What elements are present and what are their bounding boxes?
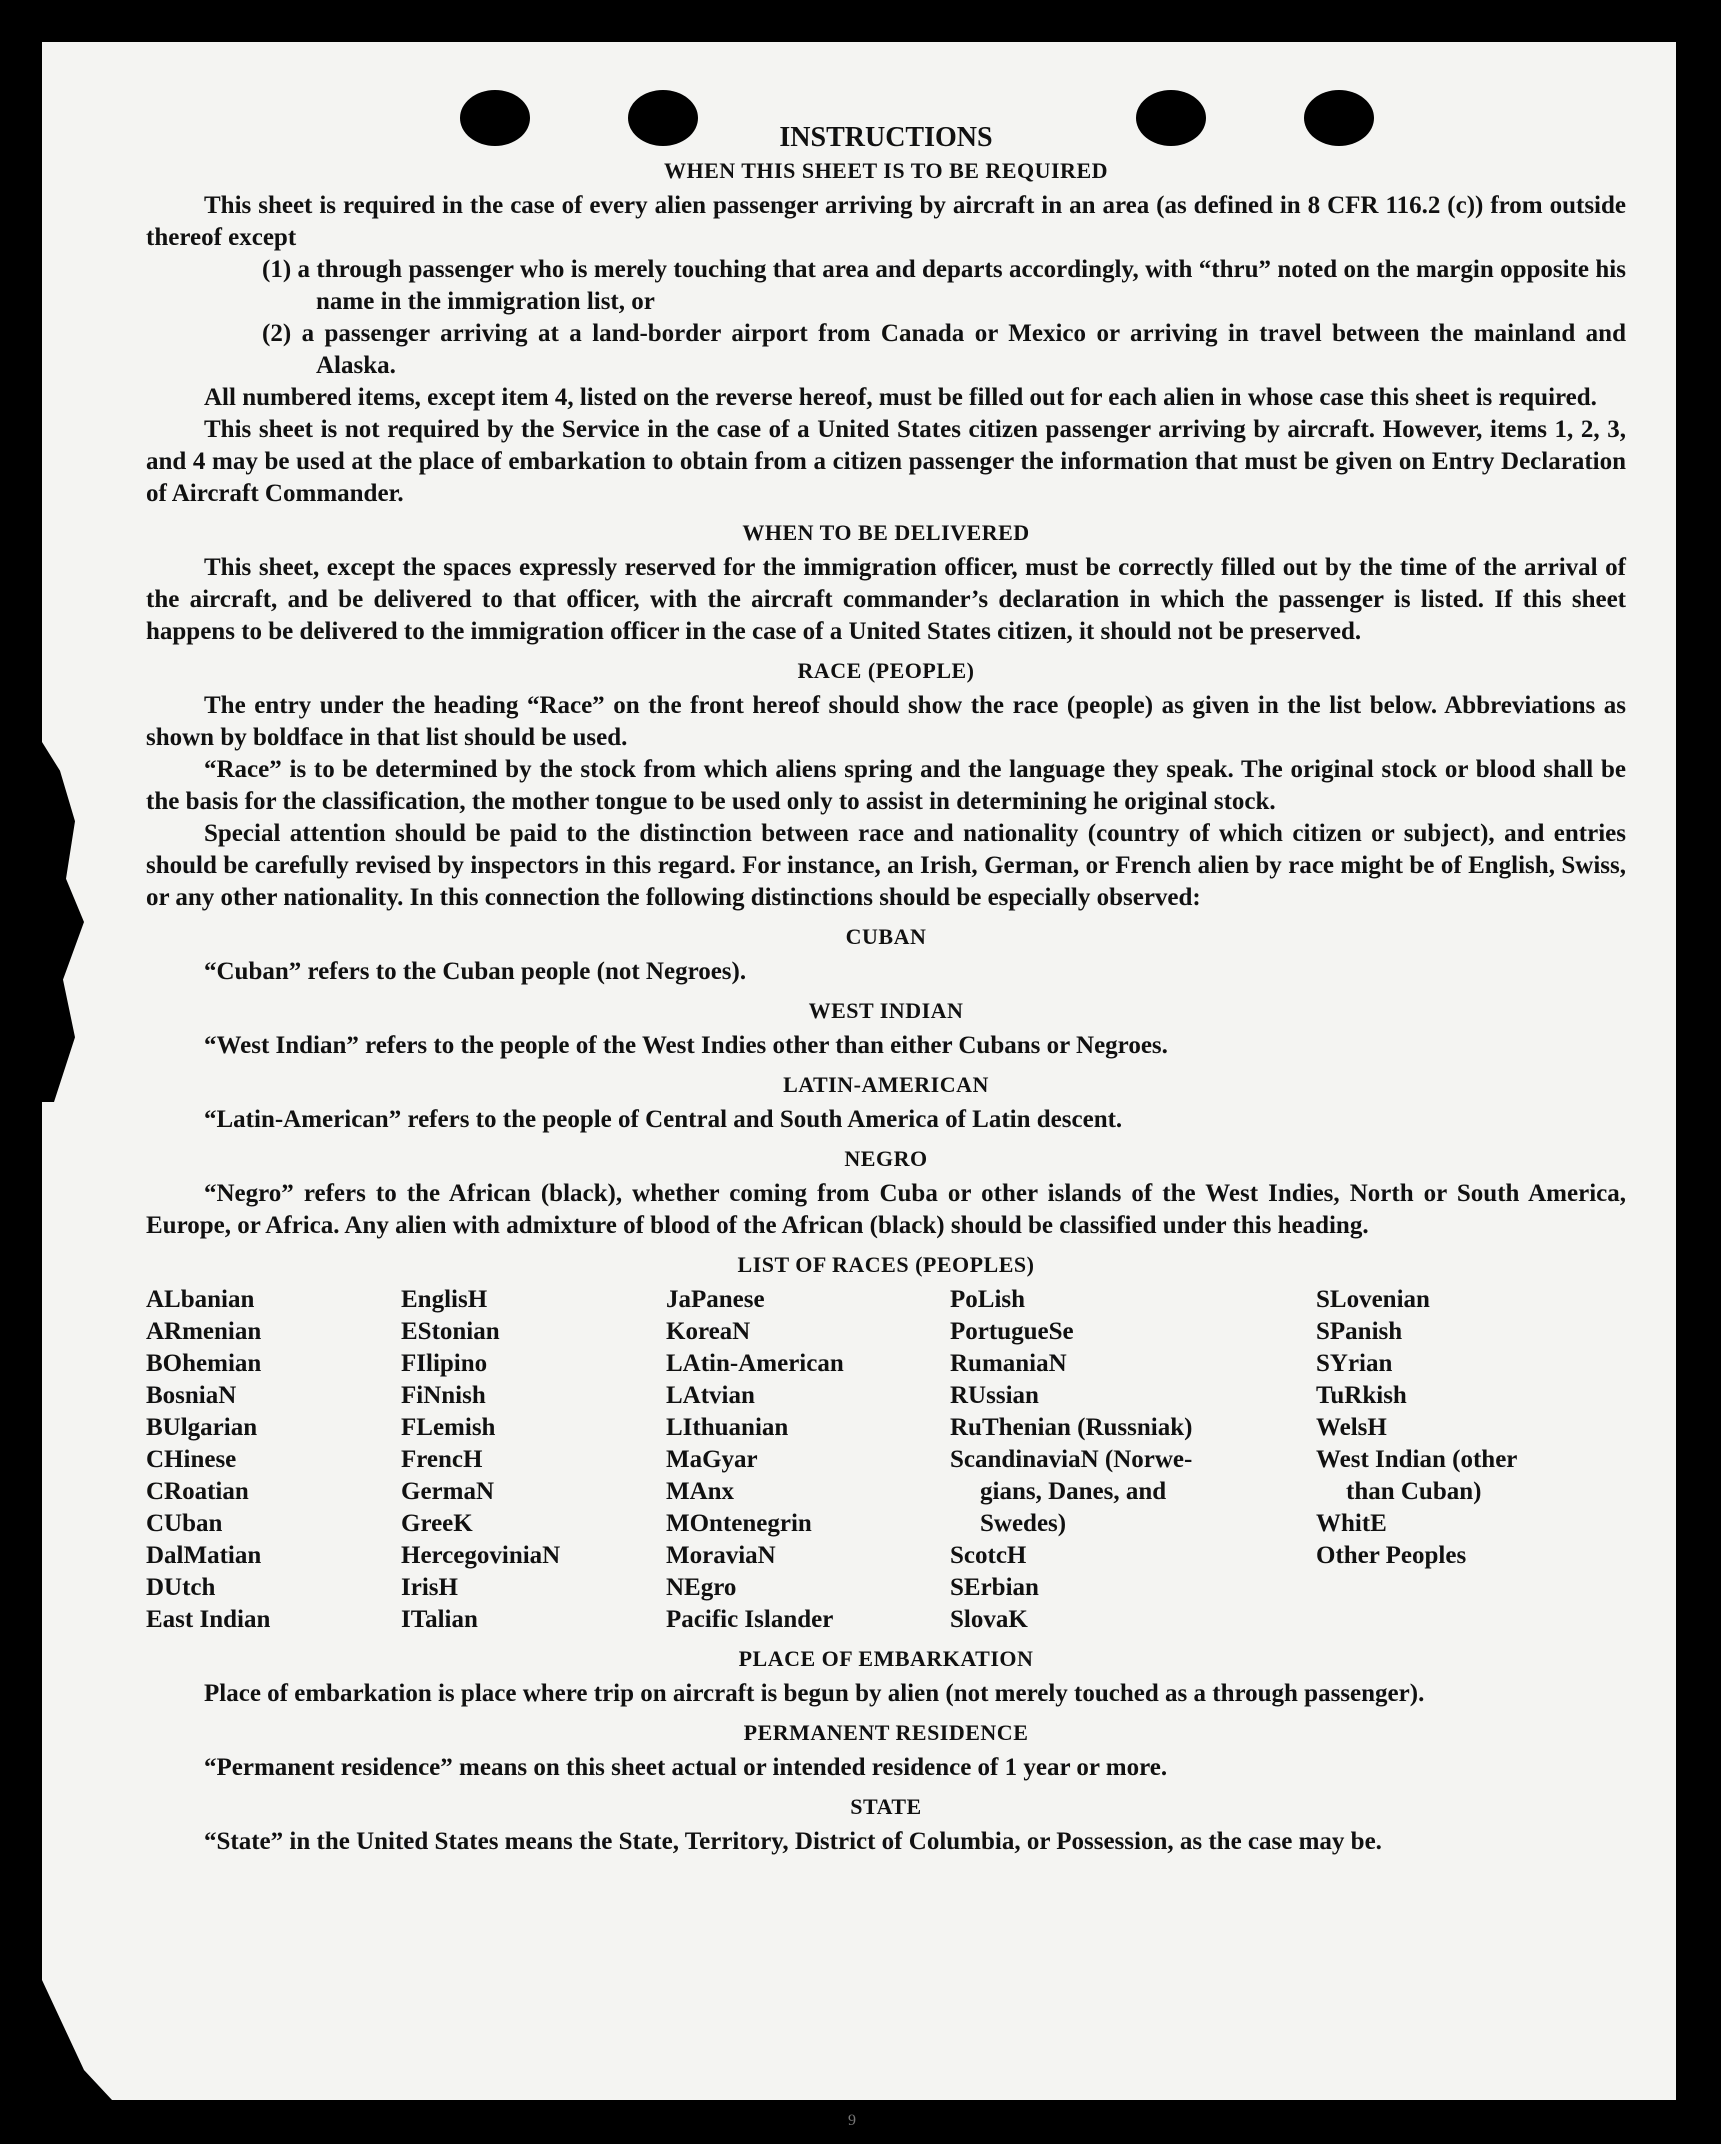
heading-race: RACE (PEOPLE) <box>797 658 975 683</box>
torn-corner <box>42 1980 112 2100</box>
paragraph: This sheet is required in the case of every alien passenger arriving by aircraft in an area (as defined in 8 CFR 116.2 (c)) from outside thereof except <box>146 192 1626 251</box>
race-entry: Pacific Islander <box>666 1606 834 1633</box>
race-entry: GreeK <box>401 1510 473 1537</box>
race-entry: NEgro <box>666 1574 737 1601</box>
heading-west-indian: WEST INDIAN <box>808 998 964 1023</box>
page-title: INSTRUCTIONS <box>779 122 993 153</box>
paragraph: Special attention should be paid to the distinction between race and nationality (country of which citizen or subject), and entries should be carefully revised by inspectors in this regard. For instance, an Irish, German, or French alien by race might be of English, Swiss, or any other nationality. In this connection the following distinctions should be especially observed: <box>146 820 1626 911</box>
paragraph: “West Indian” refers to the people of the West Indies other than either Cubans or Negroes. <box>204 1032 1168 1059</box>
race-entry: PoLish <box>950 1286 1026 1313</box>
heading-latin-american: LATIN-AMERICAN <box>783 1072 989 1097</box>
race-entry: MaGyar <box>666 1446 758 1473</box>
heading-permanent-residence: PERMANENT RESIDENCE <box>743 1720 1029 1745</box>
race-entry: MoraviaN <box>666 1542 776 1569</box>
races-column <box>401 1284 666 1636</box>
race-entry: HercegoviniaN <box>401 1542 561 1569</box>
heading-cuban: CUBAN <box>845 924 927 949</box>
race-entry: ScandinaviaN (Norwe- <box>950 1446 1193 1473</box>
paragraph: This sheet, except the spaces expressly reserved for the immigration officer, must be correctly filled out by the time of the arrival of the aircraft, and be delivered to that officer, with the aircraft commander’s declaration in which the passenger is listed. If this sheet happens to be delivered to the immigration officer in the case of a United States citizen, it should not be preserved. <box>146 554 1626 645</box>
document-page <box>42 42 1676 2100</box>
race-entry: SErbian <box>950 1574 1039 1601</box>
race-entry: LIthuanian <box>666 1414 789 1441</box>
race-entry: CHinese <box>146 1446 237 1473</box>
race-entry: SLovenian <box>1316 1286 1430 1313</box>
page-mark: 9 <box>848 2112 856 2129</box>
race-entry: West Indian (other <box>1316 1446 1518 1473</box>
paragraph: Place of embarkation is place where trip on aircraft is begun by alien (not merely touched as a through passenger). <box>204 1680 1425 1707</box>
race-entry: FLemish <box>401 1414 496 1441</box>
race-entry: gians, Danes, and <box>980 1478 1167 1505</box>
race-entry: LAtin-American <box>666 1350 844 1377</box>
race-entry: MOntenegrin <box>666 1510 812 1537</box>
heading-delivered: WHEN TO BE DELIVERED <box>742 520 1030 545</box>
race-entry: IrisH <box>401 1574 458 1601</box>
races-column <box>1316 1284 1606 1636</box>
paragraph: “Latin-American” refers to the people of Central and South America of Latin descent. <box>204 1106 1123 1133</box>
paragraph: This sheet is not required by the Service in the case of a United States citizen passenger arriving by aircraft. However, items 1, 2, 3, and 4 may be used at the place of embarkation to obtain from a citizen passenger the information that must be given on Entry Declaration of Aircraft Commander. <box>146 416 1626 507</box>
race-entry: Swedes) <box>980 1510 1067 1537</box>
race-entry: FiNnish <box>401 1382 486 1409</box>
race-entry: BosniaN <box>146 1382 237 1409</box>
race-entry: FrencH <box>401 1446 483 1473</box>
list-item: (1) a through passenger who is merely touching that area and departs accordingly, with “thru” noted on the margin opposite his name in the immigration list, or <box>262 256 1626 315</box>
race-entry: ALbanian <box>146 1286 255 1313</box>
race-entry: BOhemian <box>146 1350 262 1377</box>
paragraph: All numbered items, except item 4, listed on the reverse hereof, must be filled out for each alien in whose case this sheet is required. <box>204 384 1597 411</box>
race-entry: WelsH <box>1316 1414 1387 1441</box>
race-entry: Other Peoples <box>1316 1542 1467 1569</box>
heading-list-of-races: LIST OF RACES (PEOPLES) <box>737 1252 1035 1277</box>
heading-embarkation: PLACE OF EMBARKATION <box>738 1646 1034 1671</box>
races-column <box>146 1284 401 1636</box>
races-list <box>146 1284 1626 1636</box>
paragraph: “State” in the United States means the State, Territory, District of Columbia, or Possession, as the case may be. <box>204 1828 1382 1855</box>
race-entry: PortugueSe <box>950 1318 1074 1345</box>
race-entry: CUban <box>146 1510 223 1537</box>
race-entry: CRoatian <box>146 1478 249 1505</box>
race-entry: JaPanese <box>666 1286 765 1313</box>
race-entry: GermaN <box>401 1478 495 1505</box>
heading-state: STATE <box>850 1794 922 1819</box>
heading-required: WHEN THIS SHEET IS TO BE REQUIRED <box>663 158 1109 183</box>
list-item: (2) a passenger arriving at a land-border airport from Canada or Mexico or arriving in travel between the mainland and Alaska. <box>262 320 1626 379</box>
instructions-body <box>146 122 1626 1858</box>
race-entry: RuThenian (Russniak) <box>950 1414 1193 1441</box>
paragraph: “Cuban” refers to the Cuban people (not Negroes). <box>204 958 747 985</box>
paragraph: “Race” is to be determined by the stock from which aliens spring and the language they speak. The original stock or blood shall be the basis for the classification, the mother tongue to be used only to assist in determining he original stock. <box>146 756 1626 815</box>
race-entry: TuRkish <box>1316 1382 1407 1409</box>
race-entry: MAnx <box>666 1478 735 1505</box>
race-entry: SlovaK <box>950 1606 1028 1633</box>
paragraph: “Negro” refers to the African (black), whether coming from Cuba or other islands of the West Indies, North or South America, Europe, or Africa. Any alien with admixture of blood of the African (black) should be classified under this heading. <box>146 1180 1626 1239</box>
race-entry: FIlipino <box>401 1350 488 1377</box>
race-entry: WhitE <box>1316 1510 1387 1537</box>
race-entry: DalMatian <box>146 1542 262 1569</box>
paragraph: The entry under the heading “Race” on the front hereof should show the race (people) as given in the list below. Abbreviations as shown by boldface in that list should be used. <box>146 692 1626 751</box>
race-entry: DUtch <box>146 1574 216 1601</box>
race-entry: EStonian <box>401 1318 500 1345</box>
torn-edge <box>42 742 102 1102</box>
race-entry: BUlgarian <box>146 1414 258 1441</box>
race-entry: RUssian <box>950 1382 1039 1409</box>
race-entry: than Cuban) <box>1346 1478 1482 1505</box>
heading-negro: NEGRO <box>844 1146 928 1171</box>
race-entry: LAtvian <box>666 1382 755 1409</box>
paragraph: “Permanent residence” means on this sheet actual or intended residence of 1 year or more. <box>204 1754 1168 1781</box>
race-entry: ITalian <box>401 1606 478 1633</box>
race-entry: RumaniaN <box>950 1350 1067 1377</box>
race-entry: East Indian <box>146 1606 271 1633</box>
race-entry: ScotcH <box>950 1542 1027 1569</box>
race-entry: EnglisH <box>401 1286 488 1313</box>
race-entry: KoreaN <box>666 1318 751 1345</box>
race-entry: ARmenian <box>146 1318 262 1345</box>
race-entry: SYrian <box>1316 1350 1393 1377</box>
race-entry: SPanish <box>1316 1318 1403 1345</box>
races-column <box>950 1284 1316 1636</box>
races-column <box>666 1284 950 1636</box>
